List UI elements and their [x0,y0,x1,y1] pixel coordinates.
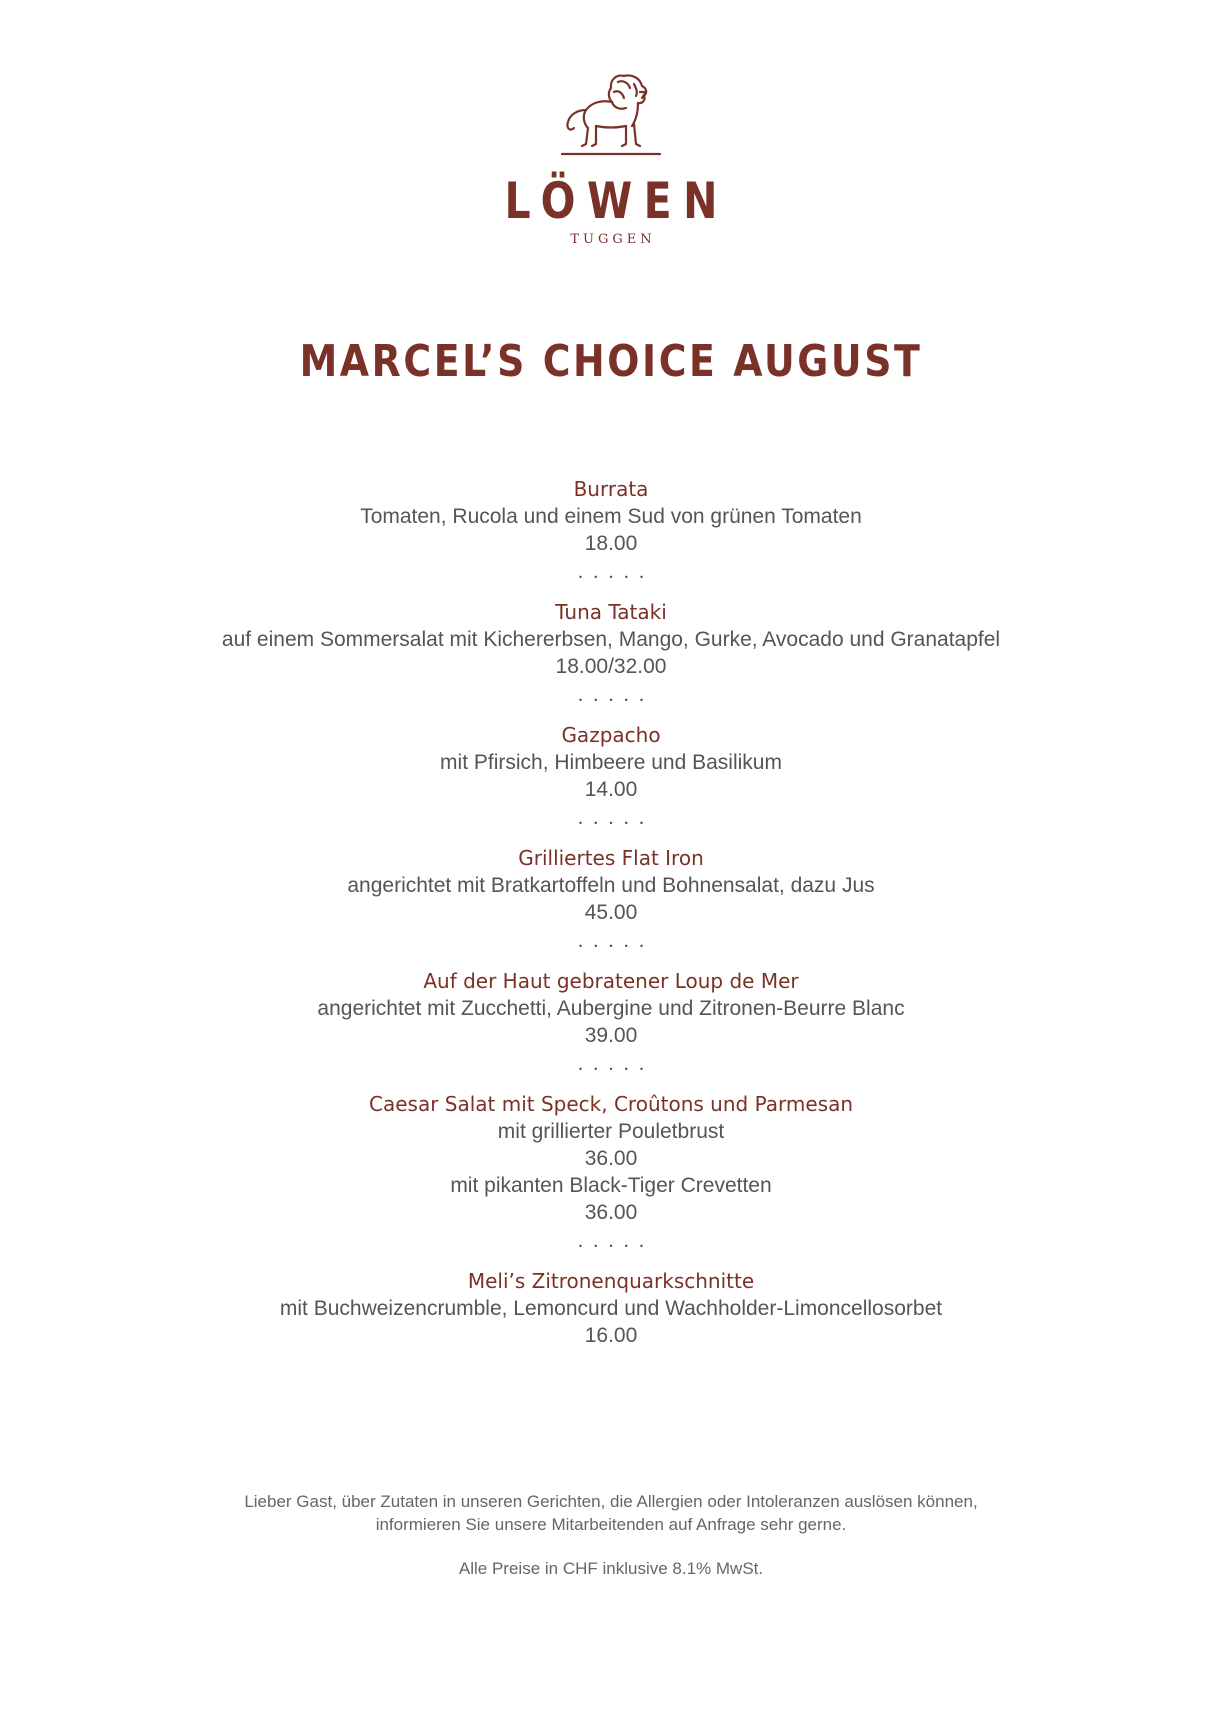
dish-loup-de-mer [0,968,1222,1049]
dish-separator: • • • • • [578,696,648,705]
brand-name: LÖWEN [504,172,729,230]
lion-icon [556,70,666,166]
dish-price: 36.00 [584,1147,638,1170]
footer-notes [0,1490,1222,1580]
prices-note: Alle Preise in CHF inklusive 8.1% MwSt. [458,1559,764,1578]
dish-description: Tomaten, Rucola und einem Sud von grünen Tomaten [360,505,862,528]
dish-gazpacho [0,722,1222,803]
dish-name: Grilliertes Flat Iron [518,846,704,870]
dish-price: 39.00 [584,1024,638,1047]
dish-price: 18.00 [584,532,638,555]
dish-zitronenquarkschnitte [0,1268,1222,1349]
dish-price: 36.00 [584,1201,638,1224]
dish-caesar-salat [0,1091,1222,1226]
dish-name: Auf der Haut gebratener Loup de Mer [423,969,799,993]
dish-description: auf einem Sommersalat mit Kichererbsen, Mango, Gurke, Avocado und Granatapfel [221,628,1001,651]
dish-separator: • • • • • [578,573,648,582]
dish-name: Burrata [573,477,649,501]
dish-price: 16.00 [584,1324,638,1347]
allergy-note-line-1: Lieber Gast, über Zutaten in unseren Gerichten, die Allergien oder Intoleranzen auslösen können, [244,1492,978,1511]
dish-flat-iron [0,845,1222,926]
dish-separator: • • • • • [578,1242,648,1251]
dish-list [0,476,1222,1349]
dish-description: mit Pfirsich, Himbeere und Basilikum [440,751,782,774]
dish-burrata [0,476,1222,557]
dish-description: angerichtet mit Zucchetti, Aubergine und Zitronen-Beurre Blanc [317,997,905,1020]
dish-separator: • • • • • [578,1065,648,1074]
dish-name: Caesar Salat mit Speck, Croûtons und Parmesan [369,1092,853,1116]
dish-option: mit grillierter Pouletbrust [497,1120,725,1143]
dish-separator: • • • • • [578,942,648,951]
dish-description: angerichtet mit Bratkartoffeln und Bohnensalat, dazu Jus [347,874,875,897]
brand-location: TUGGEN [570,232,656,247]
dish-price: 18.00/32.00 [555,655,667,678]
dish-separator: • • • • • [578,819,648,828]
dish-option: mit pikanten Black-Tiger Crevetten [450,1174,772,1197]
dish-tuna-tataki [0,599,1222,680]
dish-name: Gazpacho [561,723,661,747]
dish-price: 45.00 [584,901,638,924]
dish-name: Tuna Tataki [555,600,667,624]
page-title: MARCEL’S CHOICE AUGUST [299,336,923,387]
dish-price: 14.00 [584,778,638,801]
dish-name: Meli’s Zitronenquarkschnitte [467,1269,755,1293]
dish-description: mit Buchweizencrumble, Lemoncurd und Wachholder-Limoncellosorbet [279,1297,943,1320]
brand-logo [0,70,1222,247]
allergy-note-line-2: informieren Sie unsere Mitarbeitenden auf Anfrage sehr gerne. [375,1515,847,1534]
